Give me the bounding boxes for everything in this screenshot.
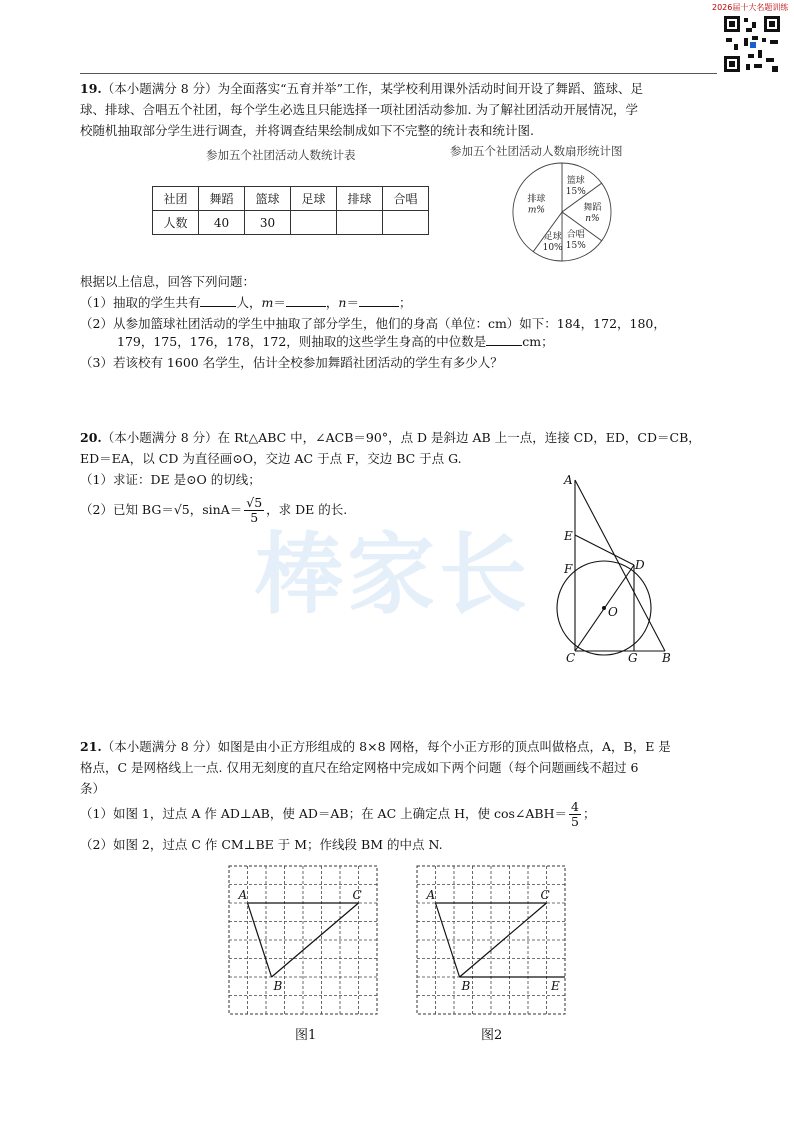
- label-f: F: [564, 562, 573, 576]
- label-o: O: [608, 605, 618, 619]
- q20-part2-text: ，求 DE 的长.: [266, 502, 348, 517]
- q19-text-2: 球、排球、合唱五个社团，每个学生必选且只能选择一项社团活动参加. 为了解社团活动开展情况，学: [80, 102, 638, 117]
- q19-part1: [80, 293, 411, 311]
- q19-number: 19: [80, 81, 98, 96]
- q19-score: （本小题满分 8 分）: [101, 81, 218, 96]
- pie-slice-value: 15%: [565, 241, 586, 252]
- watermark: 棒家长: [255, 523, 532, 626]
- label-c: C: [352, 888, 362, 902]
- label-g: G: [628, 651, 638, 665]
- label-b: B: [662, 651, 671, 665]
- q21-line1: 21.（本小题满分 8 分）如图是由小正方形组成的 8×8 网格，每个小正方形的顶点叫做格点，A，B，E 是: [80, 739, 671, 754]
- label-b: B: [461, 979, 471, 993]
- q19-part1-text: ；: [398, 295, 412, 310]
- header-rule: [80, 73, 717, 74]
- fig1-caption: 图1: [295, 1028, 317, 1043]
- table-header-cell: 社团: [153, 187, 199, 211]
- q21-part2: （2）如图 2，过点 C 作 CM⊥BE 于 M；作线段 BM 的中点 N.: [80, 837, 443, 852]
- grid-figure-1: [225, 862, 380, 1017]
- q21-text-3: 条）: [80, 781, 106, 796]
- answer-blank[interactable]: [200, 294, 236, 307]
- qr-caption: 2026届十大名题训练: [712, 3, 789, 12]
- pie-slice-label: 排球: [527, 194, 546, 205]
- side-ab: [575, 480, 665, 651]
- q21-text-2: 格点，C 是网格线上一点. 仅用无刻度的直尺在给定网格中完成如下两个问题（每个问题画线不超过 6: [80, 760, 639, 775]
- answer-blank[interactable]: [359, 294, 399, 307]
- answer-blank[interactable]: [486, 333, 522, 346]
- pie-slice-label: 合唱: [566, 230, 585, 241]
- label-a: A: [426, 888, 436, 902]
- label-b: B: [273, 979, 283, 993]
- qr-code-icon: [722, 14, 782, 74]
- table-header-cell: 合唱: [383, 187, 429, 211]
- q19-part1-text: ，: [325, 295, 339, 310]
- q19-line1: 19.（本小题满分 8 分）为全面落实“五育并举”工作，某学校利用课外活动时间开设了舞蹈、篮球、足: [80, 81, 643, 96]
- stats-table: [152, 186, 429, 235]
- fraction-denominator: 5: [250, 510, 259, 525]
- q19-part2-line1: （2）从参加篮球社团活动的学生中抽取了部分学生，他们的身高（单位：cm）如下：184，172，180，: [80, 316, 666, 331]
- fraction-numerator: 4: [571, 799, 579, 814]
- table-cell: 30: [245, 211, 291, 235]
- q21-score: （本小题满分 8 分）: [101, 739, 218, 754]
- fraction-numerator: √5: [246, 495, 263, 510]
- table-cell: 40: [199, 211, 245, 235]
- fraction-denominator: 5: [571, 814, 579, 829]
- answer-blank[interactable]: [286, 294, 326, 307]
- q19-part2-line2: [117, 332, 554, 350]
- pie-slice-value: n%: [585, 214, 600, 224]
- pie-slice-label: 足球: [543, 231, 562, 242]
- table-cell: [291, 211, 337, 235]
- label-c: C: [540, 888, 550, 902]
- q20-part2-text: （2）已知 BG＝√5，sinA＝: [80, 502, 243, 517]
- table-title: 参加五个社团活动人数统计表: [206, 148, 356, 162]
- table-header-cell: 篮球: [245, 187, 291, 211]
- q19-part1-text: ＝: [273, 295, 286, 310]
- label-a: A: [238, 888, 248, 902]
- var-m: m: [261, 295, 274, 310]
- table-header-row: [153, 187, 429, 211]
- pie-slice-value: 15%: [565, 186, 586, 197]
- fraction: [569, 800, 581, 829]
- q19-part1-text: 人，: [236, 295, 262, 310]
- q21-part1-text: （1）如图 1，过点 A 作 AD⊥AB，使 AD＝AB；在 AC 上确定点 H，使 cos∠ABH＝: [80, 806, 567, 821]
- q21-text-1: 如图是由小正方形组成的 8×8 网格，每个小正方形的顶点叫做格点，A，B，E 是: [217, 739, 671, 754]
- q19-text-1: 为全面落实“五育并举”工作，某学校利用课外活动时间开设了舞蹈、篮球、足: [217, 81, 643, 96]
- q19-part1-text: （1）抽取的学生共有: [80, 295, 201, 310]
- q20-line1: 20.（本小题满分 8 分）在 Rt△ABC 中，∠ACB＝90°，点 D 是斜边 AB 上一点，连接 CD，ED，CD＝CB，: [80, 430, 701, 445]
- q19-part2-text: cm；: [522, 334, 554, 349]
- fig2-caption: 图2: [481, 1028, 503, 1043]
- pie-chart: [510, 160, 614, 264]
- var-n: n: [338, 295, 347, 310]
- table-header-cell: 足球: [291, 187, 337, 211]
- q20-text-1: 在 Rt△ABC 中，∠ACB＝90°，点 D 是斜边 AB 上一点，连接 CD，ED，CD＝CB，: [217, 430, 701, 445]
- q19-text-3: 校随机抽取部分学生进行调查，并将调查结果绘制成如下不完整的统计表和统计图.: [80, 123, 534, 138]
- chart-title: 参加五个社团活动人数扇形统计图: [450, 144, 623, 158]
- label-e: E: [564, 529, 573, 543]
- q19-part1-text: ＝: [346, 295, 359, 310]
- pie-slice-label: 舞蹈: [583, 203, 602, 213]
- center-o-dot: [602, 606, 606, 610]
- pie-slice-label: 篮球: [566, 175, 585, 186]
- q21-part1-text: ；: [582, 806, 596, 821]
- q20-part1: （1）求证：DE 是⊙O 的切线；: [80, 472, 261, 487]
- q21-part1: [80, 800, 595, 829]
- q19-part3: （3）若该校有 1600 名学生，估计全校参加舞蹈社团活动的学生有多少人？: [80, 355, 503, 370]
- table-row-label: 人数: [153, 211, 199, 235]
- q20-number: 20: [80, 430, 98, 445]
- q19-prompt: 根据以上信息，回答下列问题：: [80, 274, 256, 289]
- table-header-cell: 排球: [337, 187, 383, 211]
- q19-part2-text: 179，175，176，178，172，则抽取的这些学生身高的中位数是: [117, 334, 487, 349]
- q20-score: （本小题满分 8 分）: [101, 430, 218, 445]
- label-c: C: [566, 651, 576, 665]
- label-d: D: [635, 558, 645, 572]
- q20-text-2: ED＝EA，以 CD 为直径画⊙O，交边 AC 于点 F，交边 BC 于点 G.: [80, 451, 462, 466]
- pie-slice-value: 10%: [542, 242, 563, 253]
- table-cell: [383, 211, 429, 235]
- table-cell: [337, 211, 383, 235]
- table-header-cell: 舞蹈: [199, 187, 245, 211]
- table-row: [153, 211, 429, 235]
- pie-slice-value: m%: [527, 205, 545, 216]
- q21-number: 21: [80, 739, 98, 754]
- q20-geometry-figure: [555, 470, 680, 665]
- label-a: A: [564, 473, 573, 487]
- grid-figure-2: [413, 862, 568, 1017]
- label-e: E: [551, 979, 560, 993]
